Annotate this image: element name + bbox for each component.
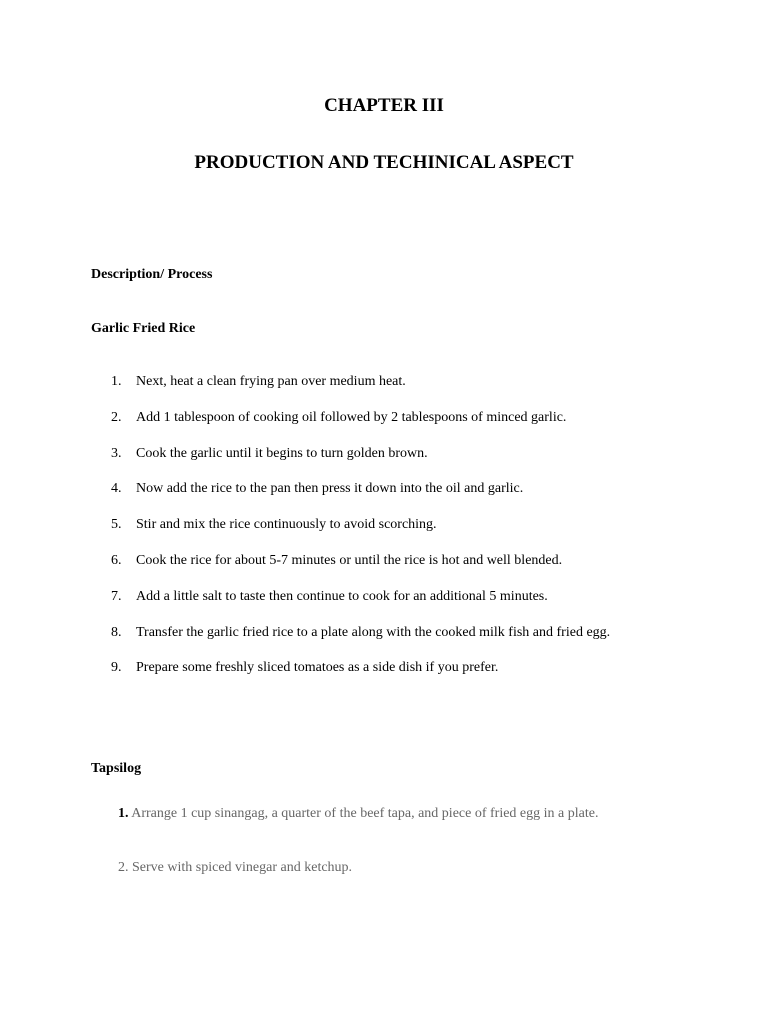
step-text: Add 1 tablespoon of cooking oil followed by 2 tablespoons of minced garlic. bbox=[136, 409, 567, 425]
step-text: Add a little salt to taste then continue to cook for an additional 5 minutes. bbox=[136, 588, 548, 604]
step-number: 5. bbox=[111, 517, 122, 533]
recipe-heading-tapsilog: Tapsilog bbox=[91, 761, 142, 776]
step-text: Serve with spiced vinegar and ketchup. bbox=[128, 860, 353, 875]
step-number: 7. bbox=[111, 588, 122, 604]
chapter-subtitle: PRODUCTION AND TECHINICAL ASPECT bbox=[194, 152, 574, 173]
tapsilog-step-1 bbox=[118, 805, 598, 823]
step-number: 1. bbox=[111, 374, 122, 389]
chapter-title: CHAPTER III bbox=[324, 95, 444, 116]
step-text: Arrange 1 cup sinangag, a quarter of the beef tapa, and piece of fried egg in a plate. bbox=[128, 806, 599, 821]
step-text: Now add the rice to the pan then press it down into the oil and garlic. bbox=[136, 481, 524, 497]
step-number: 6. bbox=[111, 552, 122, 568]
step-text: Cook the rice for about 5-7 minutes or until the rice is hot and well blended. bbox=[136, 552, 563, 568]
list-item bbox=[0, 409, 768, 445]
step-text: Prepare some freshly sliced tomatoes as a side dish if you prefer. bbox=[136, 660, 499, 676]
list-item bbox=[0, 480, 768, 516]
section-heading-description: Description/ Process bbox=[91, 267, 213, 282]
step-number: 3. bbox=[111, 445, 122, 461]
list-item bbox=[0, 373, 768, 409]
garlic-fried-rice-steps bbox=[0, 373, 768, 695]
step-text: Stir and mix the rice continuously to avoid scorching. bbox=[136, 517, 437, 533]
list-item bbox=[0, 588, 768, 624]
tapsilog-step-2 bbox=[118, 859, 352, 877]
step-number: 4. bbox=[111, 481, 122, 497]
step-number: 8. bbox=[111, 624, 122, 640]
step-text: Next, heat a clean frying pan over medium heat. bbox=[136, 374, 406, 389]
list-item bbox=[0, 659, 768, 695]
recipe-heading-garlic-fried-rice: Garlic Fried Rice bbox=[91, 321, 196, 336]
list-item bbox=[0, 624, 768, 660]
step-number: 2. bbox=[118, 860, 129, 875]
step-number: 2. bbox=[111, 409, 122, 425]
step-text: Transfer the garlic fried rice to a plate along with the cooked milk fish and fried egg. bbox=[136, 624, 611, 640]
step-number: 1. bbox=[118, 806, 129, 821]
list-item bbox=[0, 552, 768, 588]
step-number: 9. bbox=[111, 660, 122, 676]
list-item bbox=[0, 445, 768, 481]
list-item bbox=[0, 516, 768, 552]
step-text: Cook the garlic until it begins to turn golden brown. bbox=[136, 445, 428, 461]
